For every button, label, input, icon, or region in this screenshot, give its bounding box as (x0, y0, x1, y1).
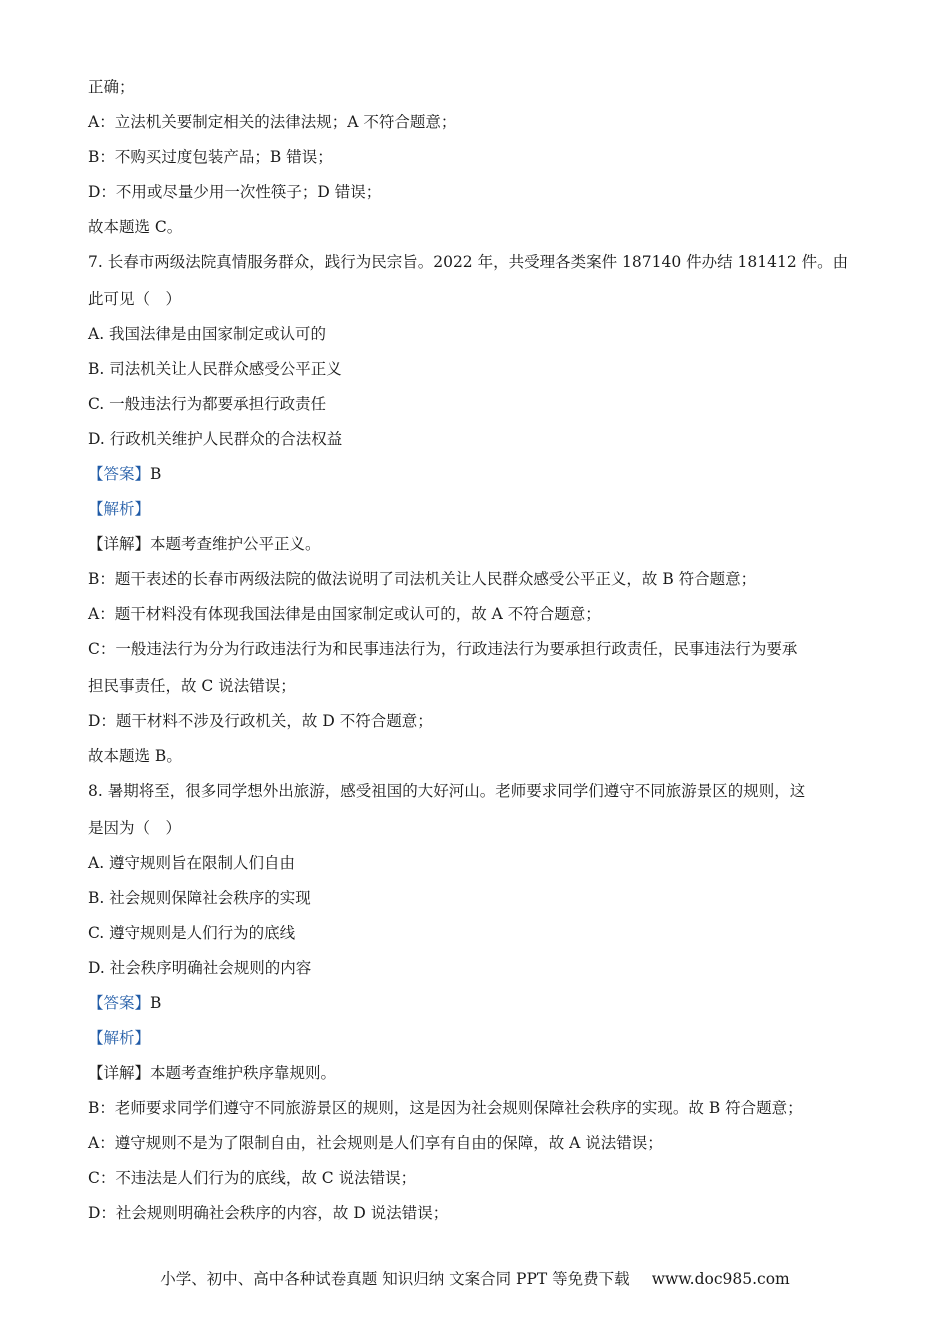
question-7-answer (88, 464, 161, 484)
footer-url[interactable]: www.doc985.com (651, 1270, 790, 1288)
explanation-line: B：老师要求同学们遵守不同旅游景区的规则，这是因为社会规则保障社会秩序的实现。故 B 符合题意； (88, 1099, 803, 1117)
question-8-option-d: D. 社会秩序明确社会规则的内容 (88, 959, 312, 977)
detail-heading: 【详解】本题考查维护秩序靠规则。 (88, 1064, 337, 1082)
explanation-line: 担民事责任，故 C 说法错误； (88, 677, 296, 695)
question-7-stem-cont: 此可见（ ） (88, 290, 182, 308)
footer-text: 小学、初中、高中各种试卷真题 知识归纳 文案合同 PPT 等免费下载 (160, 1270, 630, 1288)
question-8-option-a: A. 遵守规则旨在限制人们自由 (88, 854, 296, 872)
question-8-option-c: C. 遵守规则是人们行为的底线 (88, 924, 296, 942)
text-line: B：不购买过度包装产品；B 错误； (88, 148, 333, 166)
answer-value: B (150, 994, 162, 1012)
text-line: D：不用或尽量少用一次性筷子；D 错误； (88, 183, 382, 201)
explanation-line: C：不违法是人们行为的底线，故 C 说法错误； (88, 1169, 417, 1187)
analysis-tag: 【解析】 (88, 500, 151, 518)
answer-tag: 【答案】 (88, 994, 151, 1012)
question-8-stem-cont: 是因为（ ） (88, 819, 182, 837)
question-7-option-d: D. 行政机关维护人民群众的合法权益 (88, 430, 343, 448)
explanation-line: A：遵守规则不是为了限制自由，社会规则是人们享有自由的保障，故 A 说法错误； (88, 1134, 663, 1152)
page-footer (0, 1269, 950, 1289)
explanation-line: D：题干材料不涉及行政机关，故 D 不符合题意； (88, 712, 433, 730)
explanation-line: A：题干材料没有体现我国法律是由国家制定或认可的，故 A 不符合题意； (88, 605, 601, 623)
question-8-stem: 8. 暑期将至，很多同学想外出旅游，感受祖国的大好河山。老师要求同学们遵守不同旅游景区的规则，这 (88, 782, 806, 800)
explanation-line: 故本题选 B。 (88, 747, 182, 765)
question-7-option-b: B. 司法机关让人民群众感受公平正义 (88, 360, 342, 378)
detail-heading: 【详解】本题考查维护公平正义。 (88, 535, 321, 553)
answer-tag: 【答案】 (88, 465, 151, 483)
text-line: 正确； (88, 78, 135, 96)
answer-value: B (150, 465, 162, 483)
question-7-option-a: A. 我国法律是由国家制定或认可的 (88, 325, 327, 343)
text-line: A：立法机关要制定相关的法律法规；A 不符合题意； (88, 113, 457, 131)
text-line: 故本题选 C。 (88, 218, 183, 236)
question-7-stem: 7. 长春市两级法院真情服务群众，践行为民宗旨。2022 年，共受理各类案件 187140 件办结 181412 件。由 (88, 253, 849, 271)
question-7-option-c: C. 一般违法行为都要承担行政责任 (88, 395, 327, 413)
explanation-line: B：题干表述的长春市两级法院的做法说明了司法机关让人民群众感受公平正义，故 B 符合题意； (88, 570, 757, 588)
analysis-tag: 【解析】 (88, 1029, 151, 1047)
explanation-line: C：一般违法行为分为行政违法行为和民事违法行为，行政违法行为要承担行政责任，民事违法行为要承 (88, 640, 798, 658)
question-8-answer (88, 993, 161, 1013)
explanation-line: D：社会规则明确社会秩序的内容，故 D 说法错误； (88, 1204, 449, 1222)
question-8-option-b: B. 社会规则保障社会秩序的实现 (88, 889, 311, 907)
